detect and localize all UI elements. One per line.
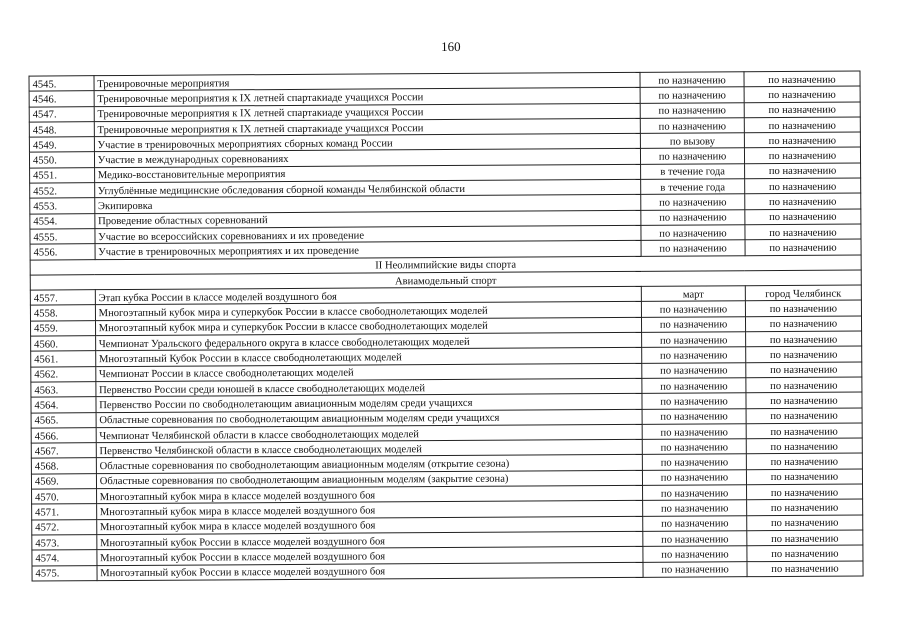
event-name-cell: Первенство России по свободнолетающим авиационным моделям среди учащихся [96,394,643,413]
event-place-cell: по назначению [744,86,860,102]
event-name-cell: Многоэтапный кубок России в классе моделей воздушного боя [97,562,644,581]
event-name-cell: Участие во всероссийских соревнованиях и их проведение [95,225,642,244]
page-number: 160 [441,38,461,55]
row-number-cell: 4553. [30,198,95,214]
row-number-cell: 4545. [29,76,94,92]
event-name-cell: Тренировочные мероприятия к IX летней спартакиаде учащихся России [94,88,641,107]
event-name-cell: Тренировочные мероприятия к IX летней спартакиаде учащихся России [94,118,641,137]
event-date-cell: по назначению [641,194,745,210]
event-name-cell: Многоэтапный кубок России в классе моделей воздушного боя [97,547,644,566]
event-place-cell: по назначению [747,560,863,576]
event-place-cell: по назначению [745,193,861,209]
row-number-cell: 4547. [29,106,94,122]
event-date-cell: по назначению [642,408,746,424]
row-number-cell: 4560. [31,336,96,352]
event-date-cell: по назначению [641,240,745,256]
event-place-cell: по назначению [745,178,861,194]
event-date-cell: по назначению [642,347,746,363]
event-place-cell: по назначению [746,346,862,362]
event-date-cell: по назначению [642,439,746,455]
event-place-cell: по назначению [747,515,863,531]
event-place-cell: по назначению [744,71,860,87]
event-place-cell: по назначению [745,331,861,347]
row-number-cell: 4559. [30,320,95,336]
event-date-cell: по назначению [643,515,747,531]
event-name-cell: Этап кубка России в классе моделей воздушного боя [95,286,642,305]
event-name-cell: Многоэтапный кубок мира и суперкубок России в классе свободнолетающих моделей [95,302,642,321]
event-place-cell: по назначению [744,117,860,133]
event-name-cell: Многоэтапный кубок мира и суперкубок России в классе свободнолетающих моделей [95,317,642,336]
section-heading: Авиамодельный спорт [30,270,861,290]
event-date-cell: по назначению [643,546,747,562]
event-date-cell: по назначению [643,469,747,485]
event-place-cell: по назначению [744,132,860,148]
event-name-cell: Многоэтапный кубок мира в классе моделей воздушного боя [96,485,643,504]
row-number-cell: 4571. [32,504,97,520]
row-number-cell: 4550. [29,152,94,168]
event-date-cell: по назначению [642,378,746,394]
event-place-cell: по назначению [745,209,861,225]
event-place-cell: по назначению [746,453,862,469]
event-date-cell: по назначению [643,500,747,516]
row-number-cell: 4575. [32,565,97,581]
row-number-cell: 4566. [31,427,96,443]
event-name-cell: Областные соревнования по свободнолетающим авиационным моделям (открытие сезона) [96,455,643,474]
row-number-cell: 4556. [30,244,95,260]
event-place-cell: по назначению [747,530,863,546]
event-date-cell: по назначению [642,362,746,378]
event-name-cell: Участие в тренировочных мероприятиях сборных команд России [94,134,641,153]
event-name-cell: Экипировка [94,195,641,214]
row-number-cell: 4558. [30,305,95,321]
row-number-cell: 4567. [31,443,96,459]
row-number-cell: 4557. [30,290,95,306]
event-place-cell: по назначению [746,392,862,408]
event-place-cell: по назначению [746,362,862,378]
event-name-cell: Медико-восстановительные мероприятия [94,164,641,183]
event-date-cell: в течение года [641,163,745,179]
event-date-cell: по назначению [640,102,744,118]
event-place-cell: по назначению [747,545,863,561]
row-number-cell: 4573. [32,535,97,551]
event-name-cell: Многоэтапный кубок России в классе моделей воздушного боя [97,531,644,550]
row-number-cell: 4563. [31,382,96,398]
row-number-cell: 4574. [32,550,97,566]
event-date-cell: по назначению [642,316,746,332]
event-date-cell: по назначению [643,485,747,501]
event-place-cell: по назначению [746,469,862,485]
event-place-cell: по назначению [746,484,862,500]
event-date-cell: по вызову [641,133,745,149]
event-name-cell: Областные соревнования по свободнолетающим авиационным моделям среди учащихся [96,409,643,428]
row-number-cell: 4564. [31,397,96,413]
event-name-cell: Участие в тренировочных мероприятиях и их проведение [95,241,642,260]
event-name-cell: Первенство Челябинской области в классе свободнолетающих моделей [96,439,643,458]
event-place-cell: по назначению [745,224,861,240]
row-number-cell: 4555. [30,229,95,245]
events-table [28,70,863,581]
event-name-cell: Многоэтапный кубок мира в классе моделей воздушного боя [96,516,643,535]
row-number-cell: 4549. [29,137,94,153]
row-number-cell: 4562. [31,366,96,382]
event-name-cell: Тренировочные мероприятия [94,72,641,91]
event-date-cell: по назначению [643,561,747,577]
event-date-cell: по назначению [640,72,744,88]
row-number-cell: 4569. [31,473,96,489]
section-heading: II Неолимпийские виды спорта [30,255,861,275]
event-place-cell: по назначению [746,438,862,454]
event-name-cell: Углублённые медицинские обследования сборной команды Челябинской области [94,179,641,198]
event-place-cell: по назначению [745,316,861,332]
event-name-cell: Чемпионат Уральского федерального округа в классе свободнолетающих моделей [95,332,642,351]
row-number-cell: 4561. [31,351,96,367]
event-place-cell: город Челябинск [745,285,861,301]
event-name-cell: Тренировочные мероприятия к IX летней спартакиаде учащихся России [94,103,641,122]
row-number-cell: 4551. [30,167,95,183]
event-name-cell: Чемпионат России в классе свободнолетающих моделей [95,363,642,382]
row-number-cell: 4546. [29,91,94,107]
event-place-cell: по назначению [744,102,860,118]
event-place-cell: по назначению [746,423,862,439]
event-place-cell: по назначению [746,377,862,393]
event-place-cell: по назначению [744,163,860,179]
event-place-cell: по назначению [745,239,861,255]
event-name-cell: Проведение областных соревнований [95,210,642,229]
event-date-cell: по назначению [642,424,746,440]
event-name-cell: Участие в международных соревнованиях [94,149,641,168]
event-name-cell: Многоэтапный кубок мира в классе моделей воздушного боя [96,501,643,520]
event-name-cell: Областные соревнования по свободнолетающим авиационным моделям (закрытие сезона) [96,470,643,489]
event-date-cell: по назначению [643,531,747,547]
event-name-cell: Первенство России среди юношей в классе свободнолетающих моделей [96,378,643,397]
event-place-cell: по назначению [746,408,862,424]
event-date-cell: по назначению [641,225,745,241]
event-name-cell: Чемпионат Челябинской области в классе свободнолетающих моделей [96,424,643,443]
event-date-cell: по назначению [640,87,744,103]
row-number-cell: 4548. [29,122,94,138]
event-date-cell: по назначению [642,301,746,317]
event-date-cell: по назначению [642,454,746,470]
row-number-cell: 4565. [31,412,96,428]
event-place-cell: по назначению [744,147,860,163]
event-date-cell: по назначению [642,332,746,348]
event-place-cell: по назначению [745,300,861,316]
event-name-cell: Многоэтапный Кубок России в классе свободнолетающих моделей [95,348,642,367]
row-number-cell: 4568. [31,458,96,474]
event-date-cell: по назначению [641,148,745,164]
event-place-cell: по назначению [746,499,862,515]
row-number-cell: 4552. [30,183,95,199]
event-date-cell: по назначению [641,209,745,225]
row-number-cell: 4572. [32,519,97,535]
row-number-cell: 4570. [32,489,97,505]
events-table-body [29,71,863,581]
event-date-cell: по назначению [640,118,744,134]
event-date-cell: по назначению [642,393,746,409]
row-number-cell: 4554. [30,213,95,229]
event-date-cell: март [641,286,745,302]
event-date-cell: в течение года [641,179,745,195]
